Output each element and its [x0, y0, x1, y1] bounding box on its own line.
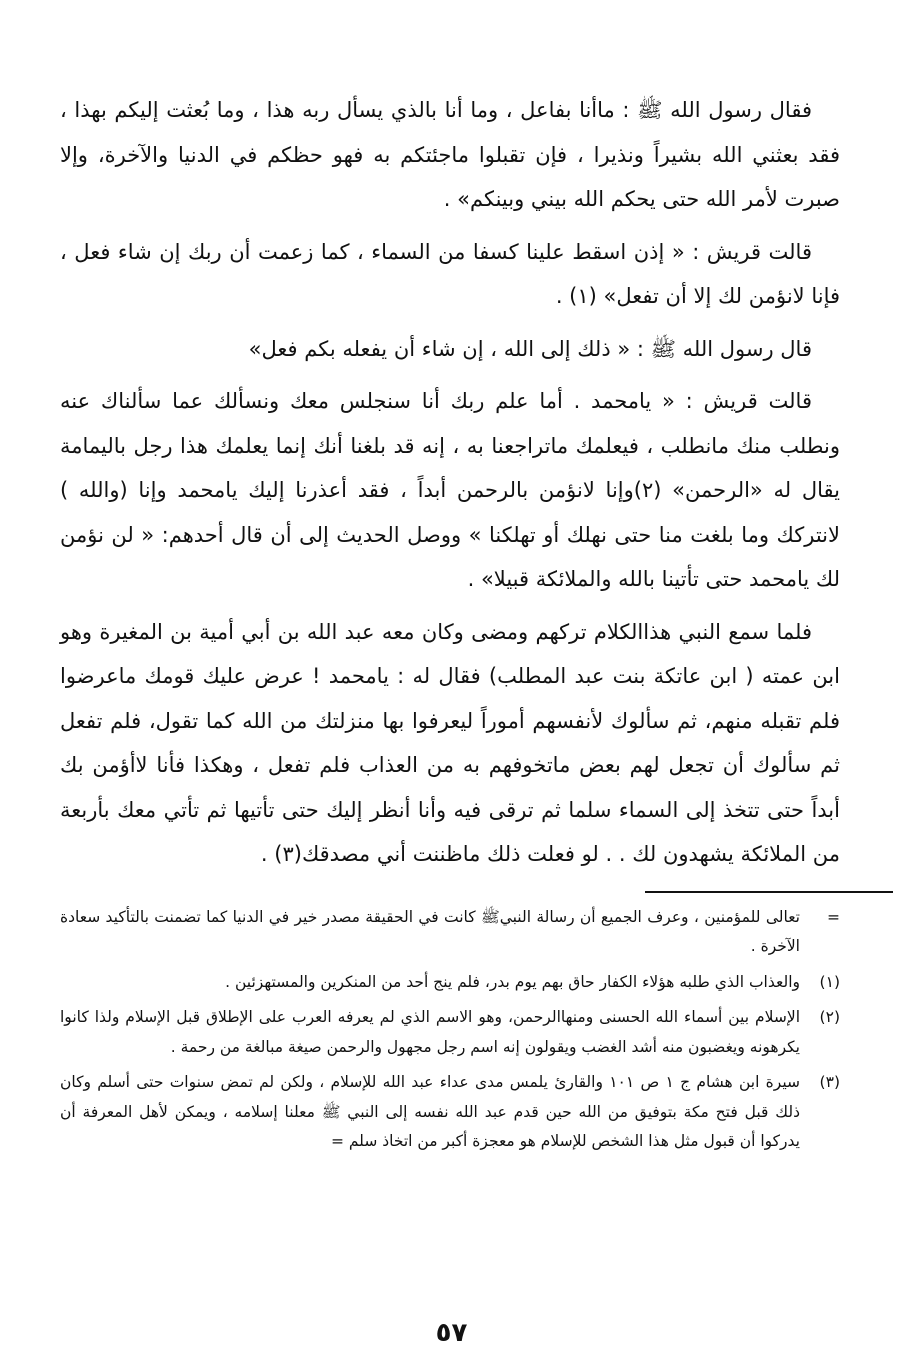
- page-number: ٥٧: [435, 1318, 468, 1348]
- footnote-text: والعذاب الذي طلبه هؤلاء الكفار حاق بهم يوم بدر، فلم ينج أحد من المنكرين والمستهزئين .: [225, 972, 800, 991]
- book-page: [60, 88, 840, 1338]
- paragraph-1: فقال رسول الله ﷺ : ماأنا بفاعل ، وما أنا بالذي يسأل ربه هذا ، وما بُعثت إليكم بهذا ، فقد بعثني الله بشيراً ونذيرا ، فإن تقبلوا ماجئتكم به فهو حظكم في الدنيا والآخرة، وإلا صبرت لأمر الله حتى يحكم الله بيني وبينكم» .: [60, 98, 840, 211]
- paragraph-5: فلما سمع النبي هذاالكلام تركهم ومضى وكان معه عبد الله بن أبي أمية بن المغيرة وهو ابن عمته ( ابن عاتكة بنت عبد المطلب) فقال له : يامحمد ! عرض عليك قومك ماعرضوا فلم تقبله منهم، ثم سألوك لأنفسهم أموراً ليعرفوا بها منزلتك من الله كما تقول، فلم تفعل ثم سألوك أن تجعل لهم بعض ماتخوفهم به من العذاب فلم تفعل ، وهكذا فأنا لاأؤمن بك أبداً حتى تتخذ إلى السماء سلما ثم ترقى فيه وأنا أنظر إليك حتى تأتيها ثم تأتي معك بأربعة من الملائكة يشهدون لك . . لو فعلت ذلك ماظننت أني مصدقك(٣) .: [60, 619, 840, 866]
- footnote-mark: (١): [819, 972, 840, 991]
- footnote-text: الإسلام بين أسماء الله الحسنى ومنهاالرحمن، وهو الاسم الذي لم يعرفه العرب على الإطلاق قبل الإسلام ولذا كانوا يكرهونه ويغضبون منه أشد الغضب ويقولون إنه اسم رجل مجهول والرحمن صيغة مبالغة من رحمة .: [60, 1008, 800, 1056]
- footnote-continued: [60, 903, 840, 962]
- footnote-mark: =: [827, 907, 840, 926]
- footnote-1: [60, 968, 840, 998]
- footnote-3: [60, 1068, 840, 1157]
- footnote-divider: [60, 885, 840, 903]
- paragraph-3: قال رسول الله ﷺ : « ذلك إلى الله ، إن شاء أن يفعله بكم فعل»: [248, 336, 812, 361]
- footnote-text: تعالى للمؤمنين ، وعرف الجميع أن رسالة النبيﷺ كانت في الحقيقة مصدر خير في الدنيا كما تضمنت بالتأكيد سعادة الآخرة .: [60, 907, 800, 955]
- main-text: [60, 88, 840, 877]
- paragraph-4: قالت قريش : « يامحمد . أما علم ربك أنا سنجلس معك ونسألك عما سألناك عنه ونطلب منك مانطلب ، فيعلمك ماتراجعنا به ، إنه قد بلغنا أنك إنما يعلمك هذا رجل باليمامة يقال له «الرحمن» (٢)وإنا لانؤمن بالرحمن أبداً ، فقد أعذرنا إليك يامحمد وإنا (والله ) لانتركك وما بلغت منا حتى نهلك أو تهلكنا » ووصل الحديث إلى أن قال أحدهم: « لن نؤمن لك يامحمد حتى تأتينا بالله والملائكة قبيلا» .: [60, 389, 840, 591]
- footnote-mark: (٣): [819, 1073, 840, 1091]
- footnotes: [60, 903, 840, 1157]
- paragraph-2: قالت قريش : « إذن اسقط علينا كسفا من السماء ، كما زعمت أن ربك إن شاء فعل ، فإنا لانؤمن لك إلا أن تفعل» (١) .: [60, 239, 840, 308]
- footnote-2: [60, 1003, 840, 1062]
- divider-line: [645, 891, 893, 893]
- footnote-mark: (٢): [819, 1008, 840, 1026]
- footnote-text: سيرة ابن هشام ج ١ ص ١٠١ والقارئ يلمس مدى عداء عبد الله للإسلام ، ولكن لم تمض سنوات حتى أسلم وكان ذلك قبل فتح مكة بتوفيق من الله حين قدم عبد الله نفسه إلى النبي ﷺ معلنا إسلامه ، ويمكن لأهل المعرفة أن يدركوا أن قبول مثل هذا الشخص للإسلام هو معجزة أكبر من اتخاذ سلم =: [60, 1073, 801, 1150]
